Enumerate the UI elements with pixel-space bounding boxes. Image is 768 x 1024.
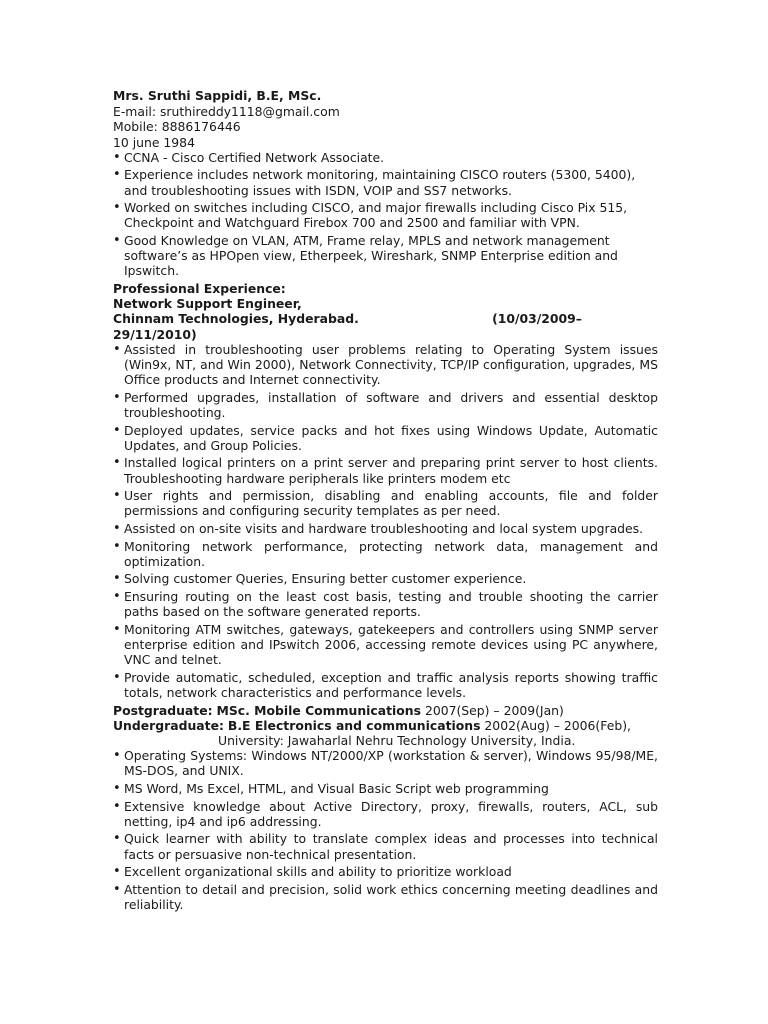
duty-item: • Monitoring ATM switches, gateways, gatekeepers and controllers using SNMP server enterprise edition and IPswitch 2006, accessing remote devices using PC anywhere, VNC and telnet. (113, 622, 658, 668)
education-pg-degree: MSc. Mobile Communications (216, 702, 421, 718)
skill-item: • Operating Systems: Windows NT/2000/XP (workstation & server), Windows 95/98/ME, MS-DOS, and UNIX. (113, 748, 658, 778)
education-university: University: Jawaharlal Nehru Technology University, India. (218, 732, 576, 748)
education-ug-degree: B.E Electronics and communications (227, 717, 481, 733)
experience-heading: Professional Experience: (113, 281, 286, 296)
duty-item: • Solving customer Queries, Ensuring better customer experience. (113, 571, 658, 586)
duty-item: • Deployed updates, service packs and hot fixes using Windows Update, Automatic Updates, and Group Policies. (113, 423, 658, 453)
education-ug-dates: 2002(Aug) – 2006(Feb), (484, 717, 631, 733)
job-dates-end: 29/11/2010) (113, 326, 197, 342)
skills-list (113, 748, 658, 912)
skill-item: • Extensive knowledge about Active Directory, proxy, firewalls, routers, ACL, sub netting, ip4 and ip6 addressing. (113, 799, 658, 829)
skill-item: • Quick learner with ability to translate complex ideas and processes into technical facts or persuasive non-technical presentation. (113, 831, 658, 861)
duties-list (113, 342, 658, 700)
education-pg-row (113, 703, 658, 718)
summary-item: • Experience includes network monitoring, maintaining CISCO routers (5300, 5400), and troubleshooting issues with ISDN, VOIP and SS7 networks. (113, 167, 658, 197)
education-pg-dates: 2007(Sep) – 2009(Jan) (424, 702, 564, 718)
duty-item: • User rights and permission, disabling and enabling accounts, file and folder permissions and configuring security templates as per need. (113, 488, 658, 518)
duty-item: • Installed logical printers on a print server and preparing print server to host clients. Troubleshooting hardware peripherals like printers modem etc (113, 455, 658, 485)
job-company: Chinnam Technologies, Hyderabad. (113, 311, 359, 327)
summary-item: • Worked on switches including CISCO, and major firewalls including Cisco Pix 515, Checkpoint and Watchguard Firebox 700 and 2500 and familiar with VPN. (113, 200, 658, 230)
education-ug-label: Undergraduate: (113, 717, 224, 733)
job-company-row (113, 311, 658, 326)
summary-item: • CCNA - Cisco Certified Network Associate. (113, 150, 658, 165)
job-role: Network Support Engineer, (113, 296, 302, 312)
duty-item: • Ensuring routing on the least cost basis, testing and trouble shooting the carrier paths based on the software generated reports. (113, 589, 658, 619)
education-pg-label: Postgraduate: (113, 702, 213, 718)
summary-item: • Good Knowledge on VLAN, ATM, Frame relay, MPLS and network management software’s as HPOpen view, Etherpeek, Wireshark, SNMP Enterprise edition and Ipswitch. (113, 233, 658, 279)
resume-page (113, 88, 658, 915)
skill-item: • Attention to detail and precision, solid work ethics concerning meeting deadlines and reliability. (113, 882, 658, 912)
summary-list (113, 150, 658, 279)
date-of-birth-line: 10 june 1984 (113, 134, 195, 150)
education-ug-row (113, 718, 658, 733)
duty-item: • Monitoring network performance, protecting network data, management and optimization. (113, 539, 658, 569)
email-line: E-mail: sruthireddy1118@gmail.com (113, 104, 340, 120)
mobile-line: Mobile: 8886176446 (113, 119, 241, 135)
duty-item: • Assisted on on-site visits and hardware troubleshooting and local system upgrades. (113, 521, 658, 536)
candidate-name: Mrs. Sruthi Sappidi, B.E, MSc. (113, 88, 322, 103)
duty-item: • Provide automatic, scheduled, exception and traffic analysis reports showing traffic totals, network characteristics and performance levels. (113, 670, 658, 700)
skill-item: • Excellent organizational skills and ability to prioritize workload (113, 864, 658, 879)
duty-item: • Assisted in troubleshooting user problems relating to Operating System issues (Win9x, NT, and Win 2000), Network Connectivity, TCP/IP configuration, upgrades, MS Office products and Internet connectivity. (113, 342, 658, 388)
job-dates-start: (10/03/2009– (492, 311, 582, 327)
skill-item: • MS Word, Ms Excel, HTML, and Visual Basic Script web programming (113, 781, 658, 796)
duty-item: • Performed upgrades, installation of software and drivers and essential desktop troubleshooting. (113, 390, 658, 420)
